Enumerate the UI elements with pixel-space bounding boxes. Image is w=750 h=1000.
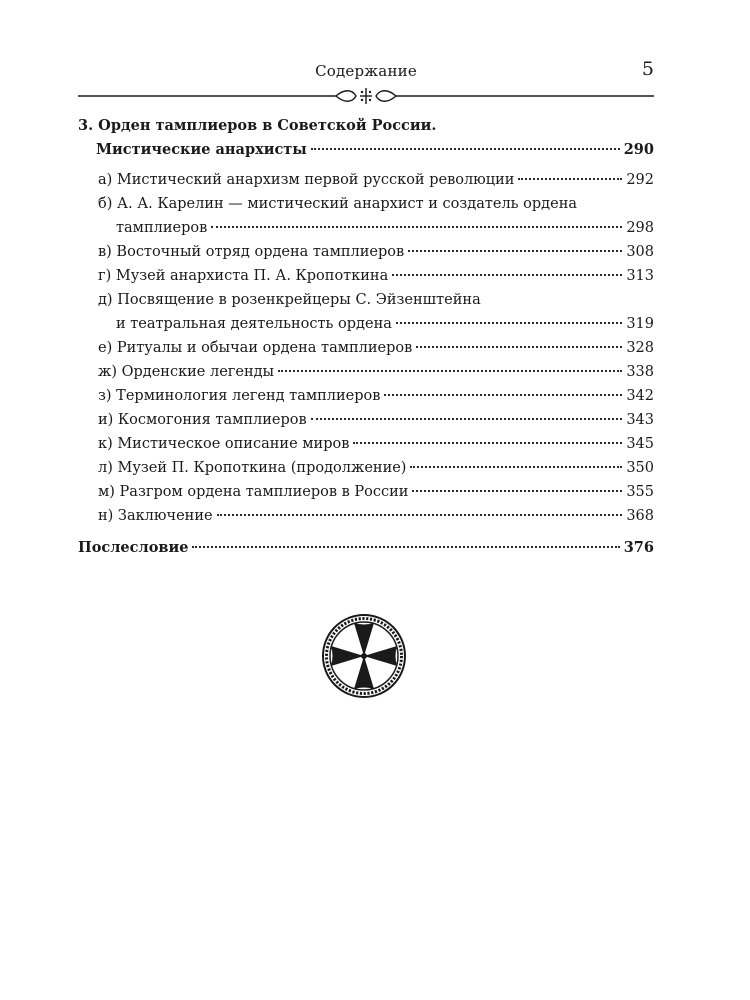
- toc-item-title: и) Космогония тамплиеров: [98, 412, 307, 428]
- toc-item-page: 338: [626, 364, 654, 380]
- dot-leader: [278, 358, 622, 372]
- toc-item-title: е) Ритуалы и обычаи ордена тамплиеров: [98, 340, 413, 356]
- toc-item-title: д) Посвящение в розенкрейцеры С. Эйзенштейна: [98, 292, 481, 308]
- toc-item-title: б) А. А. Карелин — мистический анархист и создатель ордена: [98, 196, 578, 212]
- toc-item-title: к) Мистическое описание миров: [98, 436, 350, 452]
- dot-leader: [396, 310, 622, 324]
- toc-item-title: ж) Орденские легенды: [98, 364, 275, 380]
- toc-item[interactable]: [78, 504, 654, 528]
- toc-afterword-entry[interactable]: [78, 536, 654, 560]
- dot-leader: [518, 166, 622, 180]
- toc-item-page: 313: [626, 268, 654, 284]
- toc-item[interactable]: [78, 360, 654, 384]
- toc-chapter-title-line1: 3. Орден тамплиеров в Советской России.: [78, 117, 437, 134]
- dot-leader: [217, 502, 623, 516]
- toc-item-page: 292: [626, 172, 654, 188]
- toc-item[interactable]: [78, 432, 654, 456]
- dot-leader: [408, 238, 622, 252]
- toc-chapter-page: 290: [623, 141, 654, 158]
- toc-item[interactable]: [78, 456, 654, 480]
- toc-item-title-cont: и театральная деятельность ордена: [116, 316, 392, 332]
- toc-item-title-cont: тамплиеров: [116, 220, 208, 236]
- toc-item-page: 345: [626, 436, 654, 452]
- fleuron-divider-icon: [78, 87, 654, 105]
- toc-item[interactable]: [78, 336, 654, 360]
- toc-afterword-page: 376: [623, 539, 654, 556]
- dot-leader: [353, 430, 622, 444]
- dot-leader: [392, 262, 622, 276]
- table-of-contents: [78, 114, 654, 560]
- dot-leader: [311, 136, 620, 150]
- toc-item-page: 368: [626, 508, 654, 524]
- toc-item-page: 328: [626, 340, 654, 356]
- toc-item[interactable]: [78, 240, 654, 264]
- toc-item-title: з) Терминология легенд тамплиеров: [98, 388, 381, 404]
- toc-item[interactable]: [78, 264, 654, 288]
- toc-chapter-entry[interactable]: [78, 114, 654, 162]
- toc-item[interactable]: [78, 384, 654, 408]
- toc-item-page: 308: [626, 244, 654, 260]
- templar-cross-medallion-icon: [321, 613, 407, 699]
- toc-item-page: 319: [626, 316, 654, 332]
- toc-item[interactable]: [78, 288, 654, 336]
- toc-item[interactable]: [78, 192, 654, 240]
- toc-item-page: 343: [626, 412, 654, 428]
- toc-item[interactable]: [78, 408, 654, 432]
- toc-chapter-title-line2: Мистические анархисты: [96, 141, 307, 158]
- dot-leader: [410, 454, 622, 468]
- running-header-title: Содержание: [315, 62, 417, 80]
- toc-item-title: н) Заключение: [98, 508, 213, 524]
- toc-item-title: в) Восточный отряд ордена тамплиеров: [98, 244, 405, 260]
- toc-item-page: 355: [626, 484, 654, 500]
- dot-leader: [384, 382, 622, 396]
- dot-leader: [192, 534, 619, 548]
- dot-leader: [211, 214, 622, 228]
- page-number: 5: [641, 58, 654, 80]
- toc-afterword-title: Послесловие: [78, 539, 189, 556]
- toc-item-page: 298: [626, 220, 654, 236]
- toc-item-title: л) Музей П. Кропоткина (продолжение): [98, 460, 407, 476]
- dot-leader: [412, 478, 622, 492]
- toc-item-page: 342: [626, 388, 654, 404]
- toc-item-page: 350: [626, 460, 654, 476]
- toc-item[interactable]: [78, 480, 654, 504]
- dot-leader: [311, 406, 623, 420]
- toc-item[interactable]: [78, 168, 654, 192]
- toc-item-title: м) Разгром ордена тамплиеров в России: [98, 484, 409, 500]
- toc-item-title: г) Музей анархиста П. А. Кропоткина: [98, 268, 389, 284]
- dot-leader: [416, 334, 622, 348]
- running-header: [78, 58, 654, 88]
- toc-item-title: а) Мистический анархизм первой русской революции: [98, 172, 515, 188]
